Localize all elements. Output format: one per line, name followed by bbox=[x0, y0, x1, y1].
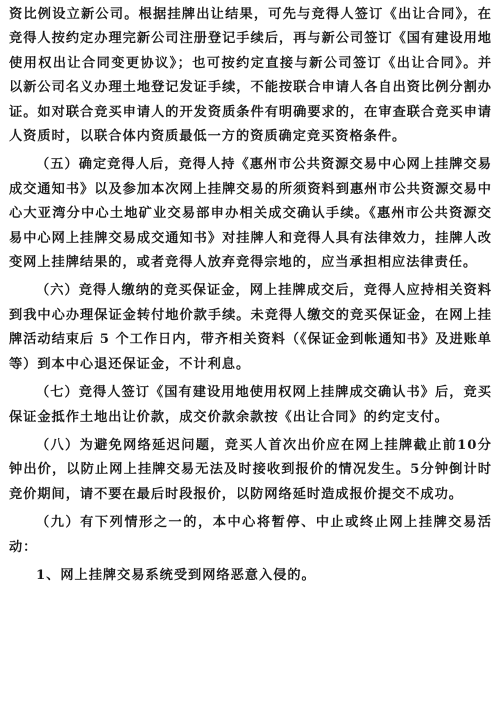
paragraph-item-8: （八）为避免网络延迟问题，竞买人首次出价应在网上挂牌截止前10分钟出价，以防止网上挂牌交易无法及时接收到报价的情况发生。5分钟倒计时竞价期间，请不要在最后时段报价，以防网络延时造成报价提交不成功。 bbox=[9, 437, 492, 502]
paragraph-item-9-1: 1、网上挂牌交易系统受到网络恶意入侵的。 bbox=[36, 567, 316, 583]
paragraph-item-9: （九）有下列情形之一的，本中心将暂停、中止或终止网上挂牌交易活动： bbox=[9, 515, 492, 555]
paragraph-item-7: （七）竞得人签订《国有建设用地使用权网上挂牌成交确认书》后，竞买保证金抵作土地出让价款，成交价款余款按《出让合同》的约定支付。 bbox=[9, 385, 492, 425]
paragraph-company-setup: 资比例设立新公司。根据挂牌出让结果，可先与竞得人签订《出让合同》，在竞得人按约定办理完新公司注册登记手续后，再与新公司签订《国有建设用地使用权出让合同变更协议》；也可按约定直接与新公司签订《出让合同》。并以新公司名义办理土地登记发证手续，不能按联合申请人各自出资比例分割办证。如对联合竞买申请人的开发资质条件有明确要求的，在审查联合竞买申请人资质时，以联合体内资质最低一方的资质确定竞买资格条件。 bbox=[9, 7, 492, 145]
paragraph-item-6: （六）竞得人缴纳的竞买保证金，网上挂牌成交后，竞得人应持相关资料到我中心办理保证金转付地价款手续。未竞得人缴交的竞买保证金，在网上挂牌活动结束后 5 个工作日内，带齐相关资料（《保证金到帐通知书》及进账单等）到本中心退还保证金，不计利息。 bbox=[9, 283, 492, 372]
paragraph-item-5: （五）确定竞得人后，竞得人持《惠州市公共资源交易中心网上挂牌交易成交通知书》以及参加本次网上挂牌交易的所须资料到惠州市公共资源交易中心大亚湾分中心土地矿业交易部申办相关成交确认手续。《惠州市公共资源交易中心网上挂牌交易成交通知书》对挂牌人和竞得人具有法律效力，挂牌人改变网上挂牌结果的，或者竞得人放弃竞得宗地的，应当承担相应法律责任。 bbox=[9, 157, 492, 271]
